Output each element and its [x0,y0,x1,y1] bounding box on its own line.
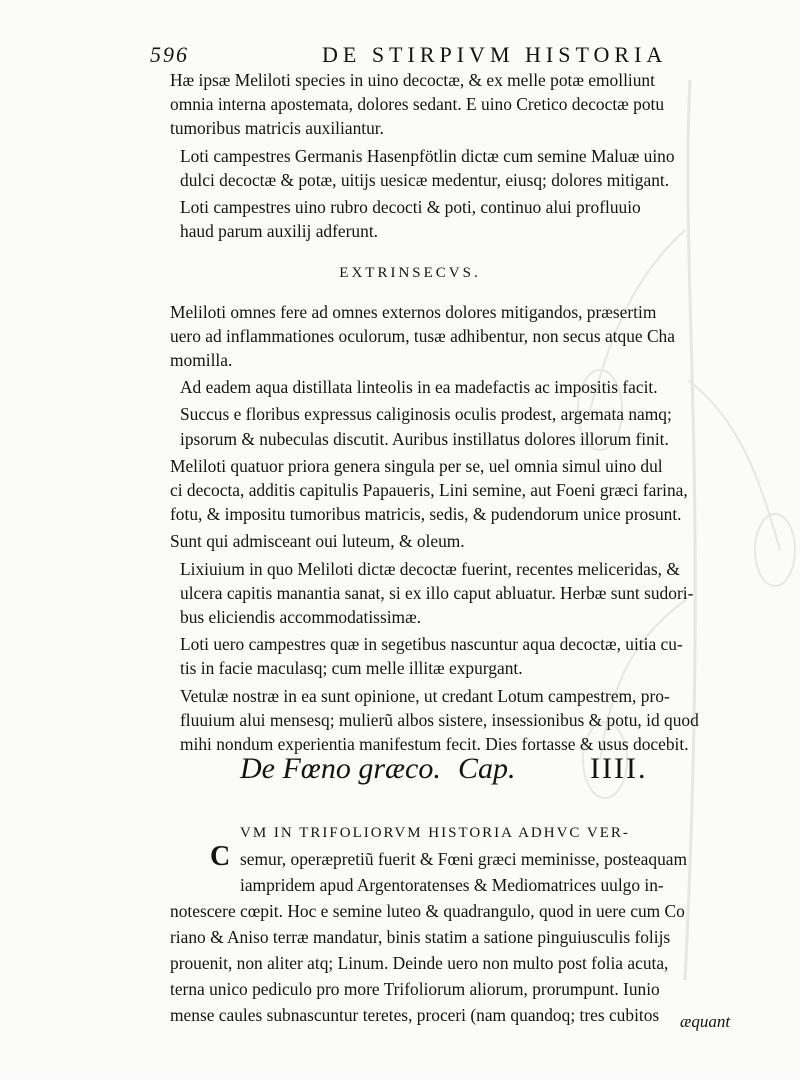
page-number: 596 [150,42,189,67]
drop-initial: C [210,841,231,872]
text-line: Loti campestres Germanis Hasenpfötlin dictæ cum semine Maluæ uino [180,145,675,166]
paragraph [170,68,770,141]
text-line: tis in facie maculasq; cum melle illitæ expurgant. [180,658,523,679]
paragraph [170,144,770,192]
text-line: prouenit, non aliter atq; Linum. Deinde uero non multo post folia acuta, [170,953,669,973]
text-line: dulci decoctæ & potæ, uitijs uesicæ medentur, eiusq; dolores mitigant. [180,169,670,190]
text-line: Vetulæ nostræ in ea sunt opinione, ut credant Lotum campestrem, pro- [180,685,670,706]
text-line: semur, operæpretiũ fuerit & Fœni græci meminisse, posteaquam [240,849,688,869]
paragraph [170,195,770,243]
chapter-cap-label: Cap. [458,752,516,785]
text-line: Meliloti quatuor priora genera singula per se, uel omnia simul uino dul [170,455,663,476]
text-line: Sunt qui admisceant oui luteum, & oleum. [170,531,465,552]
text-line: Succus e floribus expressus caliginosis oculis prodest, argemata namq; [180,404,672,425]
text-line: mense caules subnascuntur teretes, proceri (nam quandoq; tres cubitos [170,1005,660,1025]
chapter-title: De Fœno græco. [240,752,441,785]
text-line: notescere cœpit. Hoc e semine luteo & quadrangulo, quod in uere cum Co [170,901,685,921]
text-line: Loti uero campestres quæ in segetibus nascuntur aqua decoctæ, uitia cu- [180,634,683,655]
text-line: fluuium alui mensesq; mulierũ albos sistere, insessionibus & potu, id quod [180,709,699,730]
text-line: riano & Aniso terræ mandatur, binis statim a satione pinguiusculis folijs [170,927,671,947]
text-line: ci decocta, additis capitulis Papaueris, Lini semine, aut Foeni græci farina, [170,480,688,501]
catchword: æquant [680,1012,731,1031]
paragraph [170,375,770,399]
text-line: terna unico pediculo pro more Trifoliorum aliorum, prorumpunt. Iunio [170,979,660,999]
text-line: VM IN TRIFOLIORVM HISTORIA ADHVC VER- [240,825,630,841]
running-head-title: DE STIRPIVM HISTORIA [322,42,668,67]
paragraph [170,454,770,527]
chapter-text [170,820,770,1028]
text-line: tumoribus matricis auxiliantur. [170,118,384,139]
text-line: Lixiuium in quo Meliloti dictæ decoctæ fuerint, recentes meliceridas, & [180,558,680,579]
text-line: Ad eadem aqua distillata linteolis in ea madefactis ac impositis facit. [180,377,658,398]
chapter-number: IIII. [590,752,648,785]
text-line: ipsorum & nubeculas discutit. Auribus instillatus dolores illorum finit. [180,428,669,449]
paragraph [170,684,770,757]
paragraph [170,402,770,450]
text-line: uero ad inflammationes oculorum, tusæ adhibentur, non secus atque Cha [170,325,675,346]
text-line: momilla. [170,350,233,371]
text-line: bus eliciendis accommodatissimæ. [180,607,422,628]
paragraph [170,557,770,630]
text-line: Meliloti omnes fere ad omnes externos dolores mitigandos, præsertim [170,301,657,322]
text-line: haud parum auxilij adferunt. [180,221,378,242]
text-line: omnia interna apostemata, dolores sedant. E uino Cretico decoctæ potu [170,94,665,115]
text-line: Loti campestres uino rubro decocti & poti, continuo alui profluuio [180,197,641,218]
text-body [170,68,770,759]
paragraph [170,529,770,553]
text-line: iampridem apud Argentoratenses & Mediomatrices uulgo in- [240,875,664,895]
text-line: ulcera capitis manantia sanat, si ex illo caput abluatur. Herbæ sunt sudori- [180,582,694,603]
chapter-heading [240,752,700,792]
paragraph [170,632,770,680]
paragraph [170,300,770,373]
section-heading: EXTRINSECVS. [339,265,481,282]
text-line: mihi nondum experientia manifestum fecit. Dies fortasse & usus docebit. [180,734,689,755]
text-line: Hæ ipsæ Meliloti species in uino decoctæ, & ex melle potæ emolliunt [170,70,655,90]
text-line: fotu, & impositu tumoribus matricis, sedis, & pudendorum unice prosunt. [170,504,682,525]
